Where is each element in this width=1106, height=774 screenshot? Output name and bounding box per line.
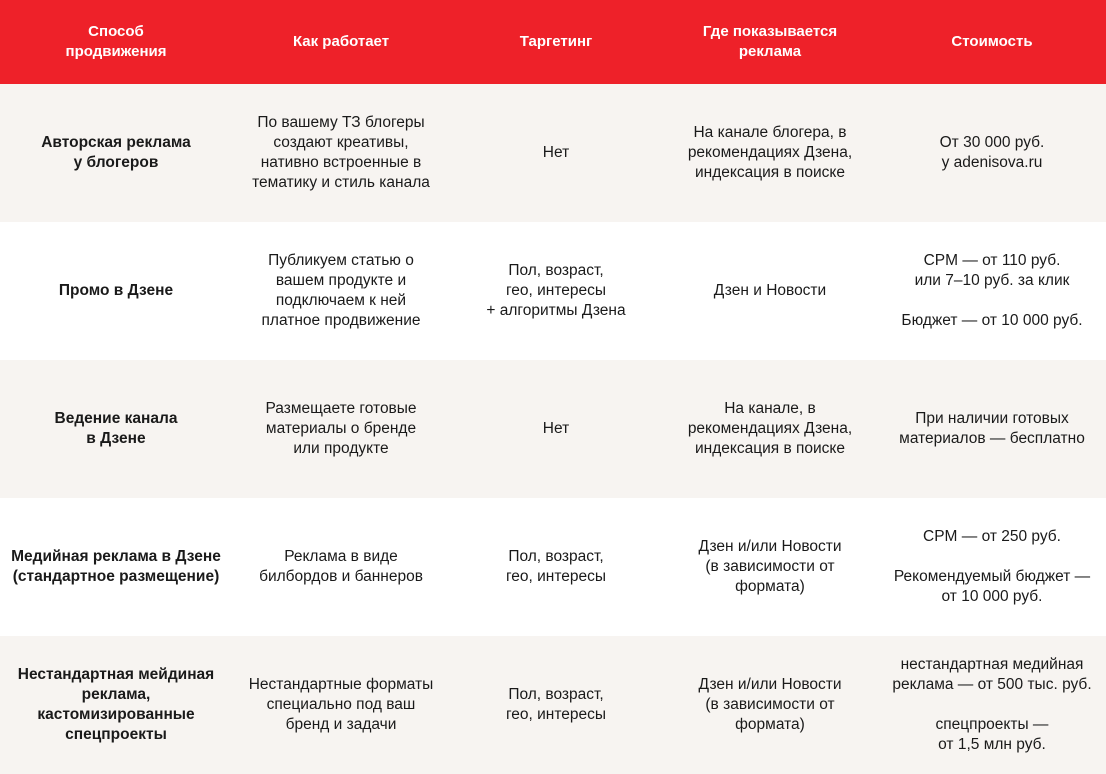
how-cell: Публикуем статью о вашем продукте и подключаем к ней платное продвижение <box>261 252 421 329</box>
where-cell: Дзен и Новости <box>713 282 827 299</box>
header-cost: Стоимость <box>951 33 1033 50</box>
cost-cell: От 30 000 руб. у adenisova.ru <box>939 134 1045 171</box>
how-cell: По вашему ТЗ блогеры создают креативы, нативно встроенные в тематику и стиль канала <box>252 114 430 191</box>
method-cell: Нестандартная мейдиная реклама, кастомизированные спецпроекты <box>17 666 215 743</box>
table-row <box>0 360 1106 498</box>
header-targeting: Таргетинг <box>519 33 593 50</box>
where-cell: Дзен и/или Новости (в зависимости от формата) <box>698 676 842 733</box>
cost-cell: CPM — от 110 руб. или 7–10 руб. за клик Бюджет — от 10 000 руб. <box>901 252 1083 329</box>
table-header <box>0 0 1106 84</box>
how-cell: Размещаете готовые материалы о бренде или продукте <box>265 400 417 457</box>
header-where: Где показывается реклама <box>702 23 838 60</box>
cost-cell: CPM — от 250 руб. Рекомендуемый бюджет — от 10 000 руб. <box>893 528 1091 605</box>
method-cell: Промо в Дзене <box>58 282 174 299</box>
where-cell: На канале, в рекомендациях Дзена, индексация в поиске <box>687 400 853 457</box>
table-row <box>0 222 1106 360</box>
how-cell: Нестандартные форматы специально под ваш бренд и задачи <box>248 676 434 733</box>
targeting-cell: Пол, возраст, гео, интересы <box>505 548 607 585</box>
targeting-cell: Нет <box>542 144 570 161</box>
method-cell: Медийная реклама в Дзене (стандартное размещение) <box>11 548 221 585</box>
where-cell: На канале блогера, в рекомендациях Дзена, индексация в поиске <box>687 124 853 181</box>
table-row <box>0 84 1106 222</box>
cost-cell: При наличии готовых материалов — бесплатно <box>899 410 1085 447</box>
header-method: Способ продвижения <box>65 23 167 60</box>
how-cell: Реклама в виде билбордов и баннеров <box>259 548 423 585</box>
header-how: Как работает <box>292 33 390 50</box>
where-cell: Дзен и/или Новости (в зависимости от формата) <box>698 538 842 595</box>
table-row <box>0 498 1106 636</box>
table-row <box>0 636 1106 774</box>
method-cell: Ведение канала в Дзене <box>54 410 178 447</box>
method-cell: Авторская реклама у блогеров <box>41 134 191 171</box>
targeting-cell: Пол, возраст, гео, интересы + алгоритмы Дзена <box>486 262 626 319</box>
targeting-cell: Нет <box>542 420 570 437</box>
targeting-cell: Пол, возраст, гео, интересы <box>505 686 607 723</box>
cost-cell: нестандартная медийная реклама — от 500 тыс. руб. спецпроекты — от 1,5 млн руб. <box>892 656 1092 753</box>
